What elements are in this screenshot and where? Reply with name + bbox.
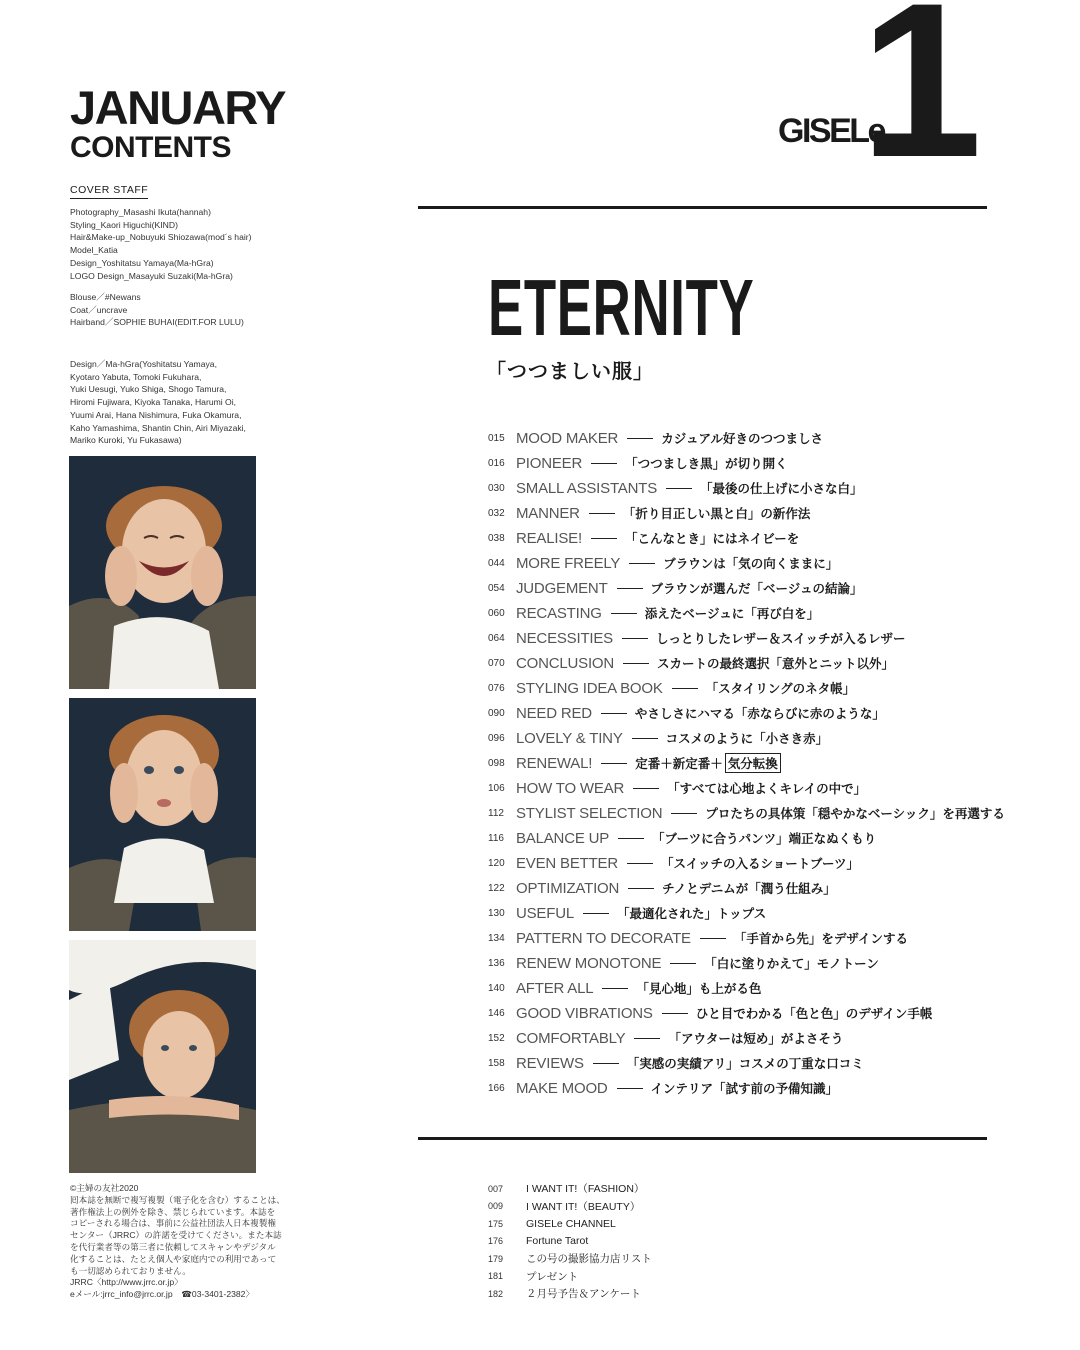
toc-dash	[634, 1038, 660, 1039]
toc-description: 「見心地」も上がる色	[636, 982, 762, 996]
feature-title: GISELe CHANNEL	[526, 1217, 616, 1230]
toc-description: しっとりしたレザー＆スイッチが入るレザー	[656, 632, 906, 646]
toc-page-number: 054	[488, 582, 505, 594]
toc-dash	[593, 1063, 619, 1064]
toc-dash	[602, 988, 628, 989]
legal-line: コピーされる場合は、事前に公益社団法人日本複製権	[70, 1218, 276, 1229]
toc-item	[488, 1078, 838, 1098]
legal-line: センター（JRRC）の許諾を受けてください。また本誌	[70, 1230, 282, 1241]
feature-page-number: 179	[488, 1253, 504, 1264]
design-line: Kyotaro Yabuta, Tomoki Fukuhara,	[70, 371, 202, 382]
toc-page-number: 070	[488, 657, 505, 669]
toc-dash	[633, 788, 659, 789]
legal-line: JRRC〈http://www.jrrc.or.jp〉	[70, 1277, 183, 1288]
design-line: Hiromi Fujiwara, Kiyoka Tanaka, Harumi Oi,	[70, 397, 237, 408]
toc-title: REALISE!	[516, 529, 582, 547]
toc-dash	[662, 1013, 688, 1014]
toc-page-number: 130	[488, 907, 505, 919]
feature-page-number: 182	[488, 1288, 504, 1299]
design-line: Yuki Uesugi, Yuko Shiga, Shogo Tamura,	[70, 384, 227, 395]
feature-title: この号の撮影協力店リスト	[526, 1253, 652, 1265]
toc-dash	[629, 563, 655, 564]
toc-title: HOW TO WEAR	[516, 779, 625, 797]
toc-description: ブラウンは「気の向くままに」	[663, 557, 839, 571]
toc-item	[488, 653, 894, 673]
toc-item	[488, 928, 908, 948]
toc-title: BALANCE UP	[516, 829, 610, 847]
item-line: Coat／uncrave	[70, 304, 128, 315]
toc-description: 「スイッチの入るショートブーツ」	[661, 857, 860, 871]
toc-page-number: 136	[488, 957, 505, 969]
toc-page-number: 158	[488, 1057, 505, 1069]
feature-page-number: 009	[488, 1201, 504, 1211]
toc-page-number: 044	[488, 557, 505, 569]
toc-page-number: 090	[488, 707, 505, 719]
feature-item	[488, 1215, 616, 1232]
feature-title: I WANT IT!（FASHION）	[526, 1183, 645, 1195]
toc-item	[488, 853, 859, 873]
toc-dash	[591, 538, 617, 539]
credit-line: Model_Katia	[70, 245, 118, 256]
legal-notice	[70, 1183, 285, 1301]
theme-title: ETERNITY	[488, 263, 755, 352]
toc-title: RENEW MONOTONE	[516, 954, 662, 972]
toc-description: 「手首から先」をデザインする	[733, 932, 908, 946]
toc-description: 「折り目正しい黒と白」の新作法	[622, 507, 811, 521]
item-line: Hairband／SOPHIE BUHAI(EDIT.FOR LULU)	[70, 317, 244, 328]
legal-line: 著作権法上の例外を除き、禁じられています。本誌を	[70, 1206, 276, 1217]
feature-page-number: 176	[488, 1236, 504, 1246]
toc-title: JUDGEMENT	[516, 579, 608, 597]
toc-title: REVIEWS	[516, 1054, 584, 1072]
toc-item	[488, 678, 855, 698]
toc-title: PATTERN TO DECORATE	[516, 929, 691, 947]
toc-item	[488, 753, 781, 773]
toc-description: 定番＋新定番＋	[635, 757, 723, 771]
toc-title: MOOD MAKER	[516, 429, 619, 447]
toc-item	[488, 453, 788, 473]
feature-item	[488, 1250, 652, 1267]
credit-line: LOGO Design_Masayuki Suzaki(Ma-hGra)	[70, 270, 233, 281]
toc-dash	[617, 588, 643, 589]
toc-page-number: 098	[488, 757, 505, 769]
toc-item	[488, 553, 838, 573]
toc-item	[488, 878, 836, 898]
toc-dash	[618, 838, 644, 839]
toc-page-number: 112	[488, 807, 504, 819]
toc-item	[488, 803, 1005, 823]
toc-description-boxed: 気分転換	[725, 753, 781, 773]
toc-page-number: 166	[488, 1082, 505, 1094]
toc-description: 「スタイリングのネタ帳」	[705, 682, 856, 696]
toc-title: MORE FREELY	[516, 554, 621, 572]
toc-description: 「実感の実績アリ」コスメの丁重な口コミ	[626, 1057, 864, 1071]
toc-title: CONCLUSION	[516, 654, 615, 672]
toc-dash	[700, 938, 726, 939]
design-line: Mariko Kuroki, Yu Fukasawa)	[70, 435, 182, 446]
feature-page-number: 175	[488, 1218, 504, 1229]
toc-description: インテリア「試す前の予備知識」	[650, 1082, 839, 1096]
issue-number: 1	[860, 0, 977, 203]
toc-title: MAKE MOOD	[516, 1079, 608, 1097]
toc-page-number: 122	[488, 882, 505, 894]
feature-item	[488, 1233, 588, 1250]
toc-title: AFTER ALL	[516, 979, 594, 997]
feature-page-number: 007	[488, 1183, 504, 1194]
toc-title: SMALL ASSISTANTS	[516, 479, 658, 497]
toc-title: MANNER	[516, 504, 580, 522]
toc-description: カジュアル好きのつつましさ	[661, 432, 823, 446]
feature-title: プレゼント	[526, 1270, 579, 1283]
legal-line: eメール:jrrc_info@jrrc.or.jp ☎03-3401-2382〉	[70, 1289, 255, 1300]
toc-item	[488, 1003, 932, 1023]
item-line: Blouse／#Newans	[70, 292, 141, 302]
toc-item	[488, 628, 906, 648]
toc-dash	[583, 913, 609, 914]
toc-description: 「すべては心地よくキレイの中で」	[667, 782, 867, 796]
legal-line: ©主婦の友社2020	[70, 1183, 139, 1193]
toc-description: 「つつましき黒」が切り開く	[625, 457, 788, 471]
toc-dash	[611, 613, 637, 614]
toc-dash	[672, 688, 698, 689]
toc-description: 「ブーツに合うパンツ」端正なぬくもり	[652, 832, 877, 846]
credit-line: Design_Yoshitatsu Yamaya(Ma-hGra)	[70, 257, 214, 268]
toc-title: STYLIST SELECTION	[516, 804, 663, 822]
toc-dash	[601, 713, 627, 714]
toc-page-number: 106	[488, 782, 505, 794]
theme-subtitle: 「つつましい服」	[486, 361, 654, 383]
toc-title: RECASTING	[516, 604, 602, 622]
toc-item	[488, 528, 799, 548]
toc-item	[488, 578, 863, 598]
toc-description: チノとデニムが「潤う仕組み」	[662, 882, 836, 896]
toc-title: PIONEER	[516, 454, 583, 472]
toc-title: GOOD VIBRATIONS	[516, 1004, 653, 1022]
toc-page-number: 134	[488, 932, 505, 944]
cover-photo-1	[69, 456, 256, 689]
toc-item	[488, 728, 828, 748]
toc-description: スカートの最終選択「意外とニット以外」	[657, 657, 895, 671]
toc-page-number: 076	[488, 682, 505, 694]
toc-page-number: 016	[488, 457, 505, 469]
toc-dash	[627, 438, 653, 439]
month-heading: JANUARY	[70, 81, 285, 134]
design-line: Yuumi Arai, Hana Nishimura, Fuka Okamura,	[70, 409, 242, 420]
toc-description: ひと目でわかる「色と色」のデザイン手帳	[695, 1007, 933, 1021]
toc-dash	[617, 1088, 643, 1089]
contents-heading: CONTENTS	[70, 131, 231, 164]
legal-line: を代行業者等の第三者に依頼してスキャンやデジタル	[70, 1241, 276, 1252]
legal-line: 化することは、たとえ個人や家庭内での利用であって	[70, 1253, 277, 1264]
toc-title: NEED RED	[516, 704, 592, 722]
toc-item	[488, 603, 819, 623]
toc-description: プロたちの具体策「穏やかなベーシック」を再選する	[705, 807, 1005, 821]
toc-title: RENEWAL!	[516, 754, 593, 772]
toc-item	[488, 953, 879, 973]
toc-description: コスメのように「小さき赤」	[665, 732, 829, 746]
toc-title: LOVELY & TINY	[516, 729, 623, 747]
toc-dash	[670, 963, 696, 964]
toc-item	[488, 428, 823, 448]
toc-description: 「こんなとき」にはネイビーを	[624, 532, 800, 546]
toc-item	[488, 828, 876, 848]
toc-description: 「最適化された」トップス	[616, 907, 767, 921]
feature-item	[488, 1268, 578, 1285]
bottom-rule	[418, 1137, 987, 1140]
credit-line: Hair&Make-up_Nobuyuki Shiozawa(mod´s hair)	[70, 232, 252, 243]
cover-items	[70, 291, 244, 329]
toc-title: NECESSITIES	[516, 629, 613, 647]
toc-page-number: 146	[488, 1007, 505, 1019]
toc-page-number: 116	[488, 832, 504, 844]
legal-line: も一切認められておりません。	[70, 1265, 191, 1276]
cover-staff-credits	[70, 206, 252, 282]
design-line: Design／Ma-hGra(Yoshitatsu Yamaya,	[70, 359, 217, 369]
toc-dash	[627, 863, 653, 864]
cover-photo-3	[69, 940, 256, 1173]
toc-dash	[666, 488, 692, 489]
toc-item	[488, 903, 766, 923]
magazine-logo: GISELe	[778, 112, 884, 150]
toc-page-number: 096	[488, 732, 505, 744]
toc-dash	[589, 513, 615, 514]
feature-item	[488, 1285, 641, 1302]
toc-page-number: 140	[488, 982, 505, 994]
toc-title: STYLING IDEA BOOK	[516, 679, 663, 697]
toc-page-number: 120	[488, 857, 505, 869]
toc-description: 「最後の仕上げに小さな白」	[700, 482, 863, 496]
toc-page-number: 152	[488, 1032, 505, 1044]
feature-title: ２月号予告＆アンケート	[526, 1288, 641, 1300]
feature-title: I WANT IT!（BEAUTY）	[526, 1200, 641, 1213]
toc-item	[488, 978, 761, 998]
feature-title: Fortune Tarot	[526, 1235, 589, 1247]
toc-description: 「アウターは短め」がよさそう	[668, 1032, 844, 1046]
feature-page-number: 181	[488, 1271, 504, 1281]
toc-title: OPTIMIZATION	[516, 879, 620, 897]
toc-item	[488, 503, 810, 523]
credit-line: Styling_Kaori Higuchi(KIND)	[70, 219, 178, 230]
top-rule	[418, 206, 987, 209]
feature-item	[488, 1180, 644, 1197]
toc-item	[488, 703, 885, 723]
toc-dash	[628, 888, 654, 889]
toc-page-number: 064	[488, 632, 505, 644]
toc-page-number: 032	[488, 507, 505, 519]
toc-page-number: 060	[488, 607, 505, 619]
toc-page-number: 038	[488, 532, 505, 544]
toc-item	[488, 478, 863, 498]
toc-dash	[632, 738, 658, 739]
toc-title: COMFORTABLY	[516, 1029, 626, 1047]
feature-item	[488, 1198, 640, 1215]
toc-dash	[671, 813, 697, 814]
toc-description: 添えたベージュに「再び白を」	[644, 607, 820, 621]
toc-item	[488, 778, 866, 798]
toc-dash	[601, 763, 627, 764]
credit-line: Photography_Masashi Ikuta(hannah)	[70, 207, 211, 217]
toc-title: EVEN BETTER	[516, 854, 618, 872]
toc-description: 「白に塗りかえて」モノトーン	[704, 957, 879, 971]
toc-item	[488, 1053, 864, 1073]
toc-page-number: 030	[488, 482, 505, 494]
legal-line: 囘本誌を無断で複写複製（電子化を含む）することは、	[70, 1194, 285, 1205]
cover-staff-heading: COVER STAFF	[70, 184, 148, 199]
toc-description: やさしさにハマる「赤ならびに赤のような」	[634, 707, 885, 721]
design-line: Kaho Yamashima, Shantin Chin, Airi Miyazaki,	[70, 422, 246, 433]
toc-page-number: 015	[488, 432, 505, 444]
toc-dash	[622, 638, 648, 639]
toc-dash	[591, 463, 617, 464]
cover-photo-2	[69, 698, 256, 931]
design-credits	[70, 358, 246, 447]
toc-description: ブラウンが選んだ「ベージュの結論」	[650, 582, 863, 596]
toc-item	[488, 1028, 843, 1048]
toc-title: USEFUL	[516, 904, 574, 922]
toc-dash	[623, 663, 649, 664]
